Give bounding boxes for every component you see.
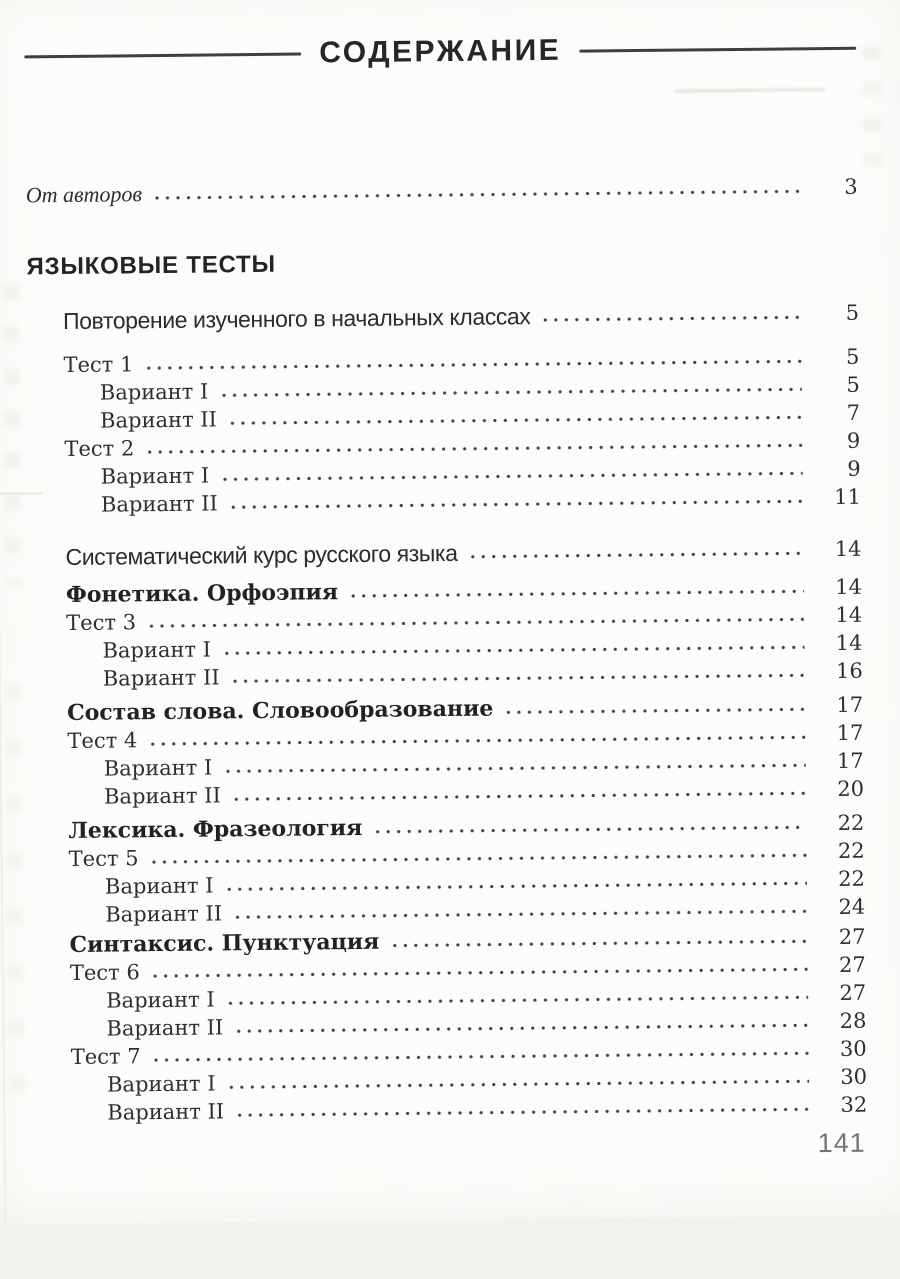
toc-entry-page: 11 — [834, 484, 862, 509]
toc-entry-label: Лексика. Фразеология — [68, 814, 363, 845]
toc-entry-label: Тест 5 — [68, 846, 139, 872]
toc-entry-label: Тест 7 — [70, 1044, 141, 1069]
toc-entry-label: Вариант II — [99, 407, 218, 433]
toc-entry-page: 17 — [836, 720, 864, 745]
toc-entry-label: Вариант II — [105, 901, 223, 927]
toc-entry-label: Вариант II — [103, 783, 221, 809]
dot-leader — [228, 499, 803, 509]
toc-entry-label: Состав слова. Словообразование — [67, 695, 494, 727]
dot-leader — [149, 853, 807, 864]
toc-entry-page: 27 — [839, 980, 867, 1005]
toc-entry-label: Тест 2 — [64, 436, 135, 462]
toc-entry-label: Тест 4 — [67, 728, 138, 754]
toc-entry-page: 5 — [845, 300, 860, 325]
toc-entry-page: 14 — [835, 630, 863, 655]
toc-entry-page: 32 — [840, 1092, 868, 1117]
dot-leader — [152, 189, 800, 200]
toc-entry-label: Тест 1 — [63, 352, 134, 378]
toc-entry-label: Вариант II — [102, 665, 220, 691]
toc-entry-page: 30 — [840, 1064, 868, 1089]
toc-entry-label: Фонетика. Орфоэпия — [65, 579, 339, 609]
toc-entry-page: 22 — [837, 838, 865, 863]
dot-leader — [222, 763, 806, 773]
part-heading-label: ЯЗЫКОВЫЕ ТЕСТЫ — [26, 250, 276, 281]
toc-entry-label: Вариант I — [102, 637, 212, 663]
toc-header — [24, 30, 856, 75]
toc-entry-page: 3 — [844, 174, 858, 199]
dot-leader — [503, 707, 805, 714]
toc-entry-label: Тест 3 — [66, 610, 137, 636]
toc-entry-page: 5 — [845, 344, 860, 369]
toc-entry-page: 7 — [846, 400, 861, 425]
dot-leader — [231, 791, 806, 801]
toc-entry-page: 16 — [835, 658, 863, 683]
toc-row — [65, 530, 861, 570]
toc-entry-label: Вариант I — [100, 463, 210, 489]
dot-leader — [151, 1051, 809, 1062]
dot-leader — [146, 617, 804, 628]
toc-entry-page: 14 — [835, 602, 863, 627]
dot-leader — [223, 881, 807, 891]
toc-entry-page: 20 — [837, 776, 865, 801]
header-rule-left — [24, 52, 301, 58]
dot-leader — [221, 645, 805, 655]
toc-row — [63, 294, 859, 334]
dot-leader — [143, 359, 801, 370]
toc-entry-label: Вариант I — [99, 379, 209, 405]
toc-entry-label: Систематический курс русского языка — [65, 539, 458, 571]
toc-entry-page: 5 — [846, 372, 860, 397]
dot-leader — [233, 1023, 808, 1033]
dot-leader — [227, 415, 802, 425]
dot-leader — [540, 315, 801, 322]
toc-entry-page: 9 — [847, 456, 861, 481]
toc-entry-label: Повторение изученного в начальных классах — [62, 303, 531, 335]
toc-entry-page: 14 — [834, 536, 862, 561]
dot-leader — [147, 735, 805, 746]
toc-entry-label: Вариант I — [103, 755, 213, 781]
dot-leader — [150, 967, 808, 978]
toc-entry-label: Вариант I — [104, 873, 214, 899]
toc-entry-label: Синтаксис. Пунктуация — [69, 928, 380, 959]
page-number: 141 — [817, 1127, 866, 1159]
toc-entry-page: 17 — [836, 748, 864, 773]
toc-entry-page: 24 — [838, 894, 866, 919]
dot-leader — [234, 1107, 809, 1117]
toc-entry-page: 22 — [838, 866, 866, 891]
dot-leader — [389, 939, 807, 947]
toc-entry-page: 27 — [838, 952, 866, 977]
toc-entry-label: Вариант II — [100, 491, 218, 517]
dot-leader — [219, 471, 803, 481]
dot-leader — [218, 387, 802, 397]
dot-leader — [144, 443, 802, 454]
toc-entry-label: Вариант II — [107, 1099, 225, 1125]
toc-entry-page: 27 — [838, 924, 866, 949]
dot-leader — [226, 1079, 810, 1089]
toc-entry-page: 30 — [839, 1036, 867, 1061]
page-title: СОДЕРЖАНИЕ — [319, 33, 562, 70]
toc-entry-label: Вариант II — [106, 1015, 224, 1041]
toc-row-preface — [26, 172, 858, 209]
toc-entry-page: 17 — [836, 692, 864, 717]
dot-leader — [372, 825, 806, 834]
dot-leader — [225, 995, 809, 1005]
toc-entry-page: 22 — [837, 810, 865, 835]
toc-entry-page: 9 — [846, 428, 861, 453]
toc-entry-label: Вариант I — [106, 987, 215, 1013]
toc-content — [0, 29, 900, 1279]
toc-entry-label: Вариант I — [106, 1071, 216, 1097]
toc-part-heading — [26, 242, 858, 281]
toc-entry-page: 14 — [835, 574, 863, 599]
dot-leader — [230, 673, 805, 683]
dot-leader — [468, 551, 804, 559]
toc-entry-label: От авторов — [25, 181, 143, 208]
header-rule-right — [579, 46, 856, 52]
dot-leader — [232, 909, 807, 919]
dot-leader — [348, 589, 804, 598]
toc-entry-label: Тест 6 — [69, 960, 140, 986]
toc-entry-page: 28 — [839, 1008, 867, 1033]
